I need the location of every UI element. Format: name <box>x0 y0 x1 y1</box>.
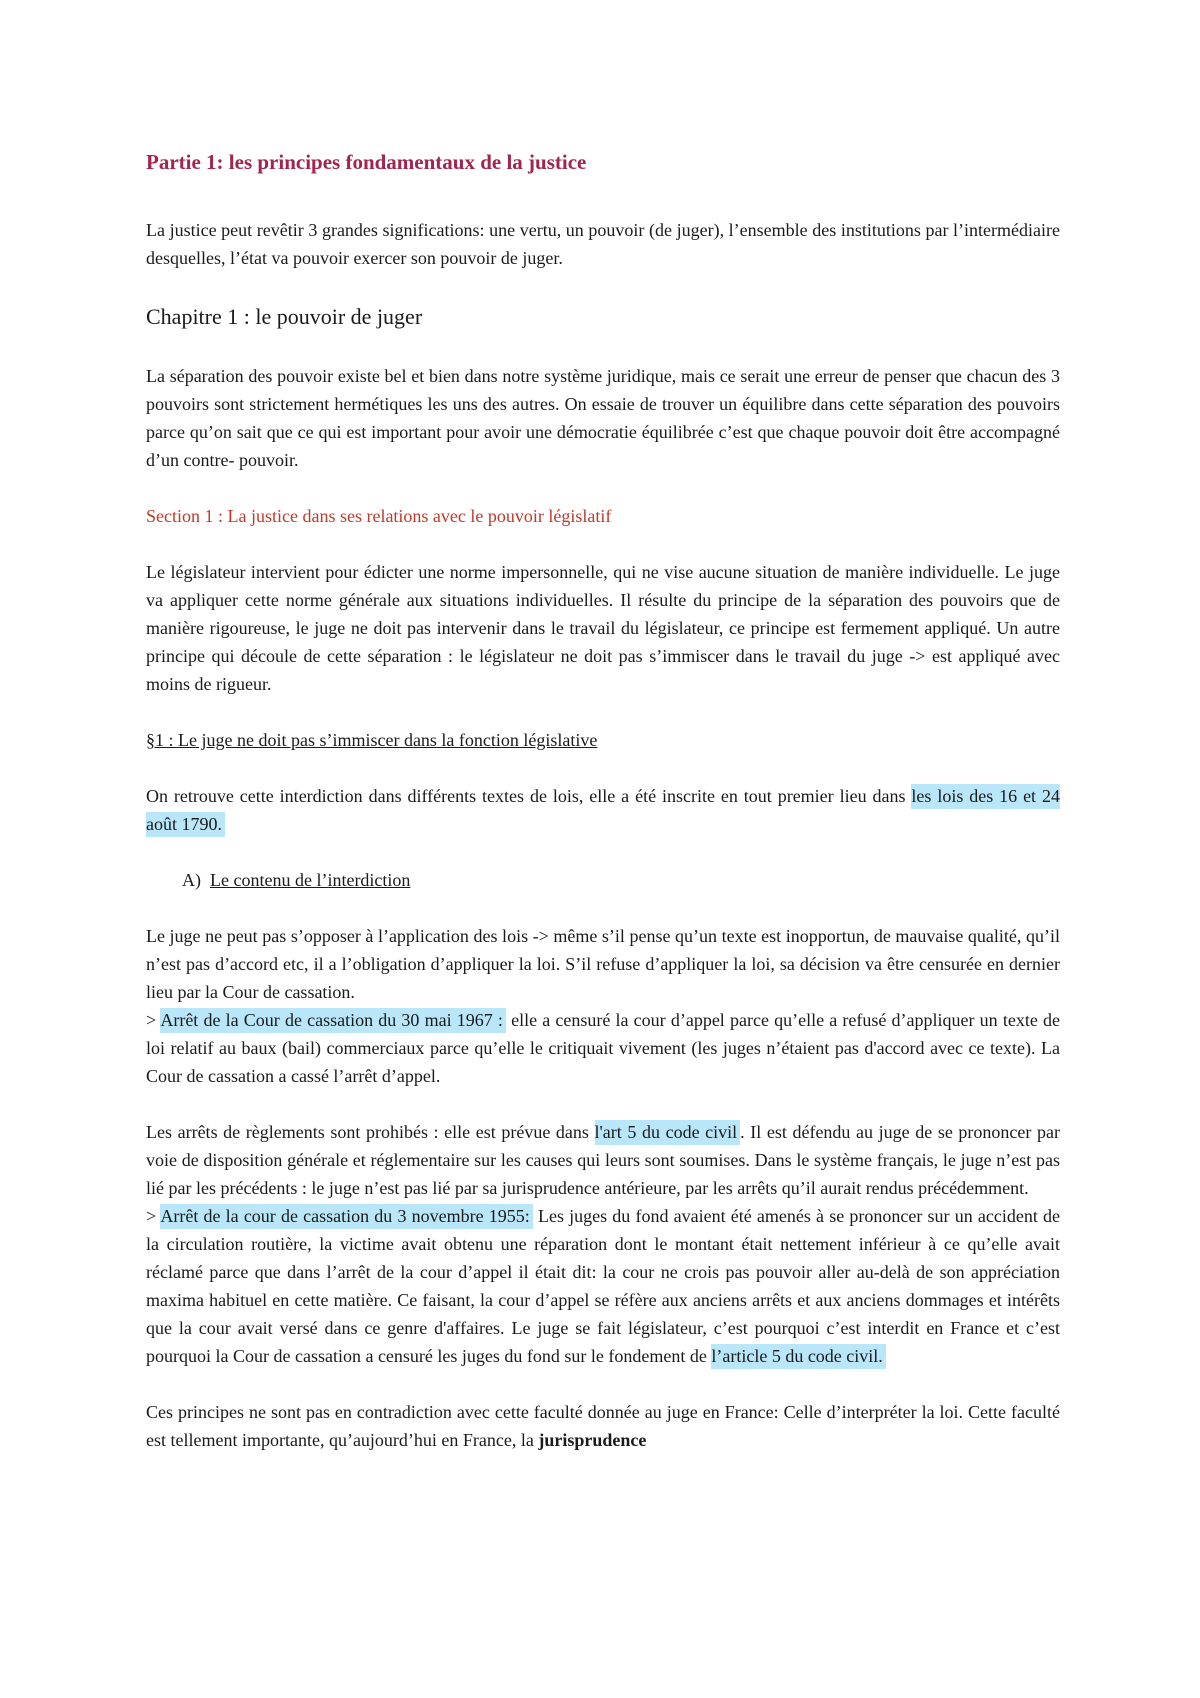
paragraph-interpretation <box>146 1398 1060 1454</box>
section-paragraph: Le législateur intervient pour édicter une norme impersonnelle, qui ne vise aucune situation de manière individuelle. Le juge va appliquer cette norme générale aux situations individuelles. Il résulte du principe de la séparation des pouvoirs que de manière rigoureuse, le juge ne doit pas intervenir dans le travail du législateur, ce principe est fermement appliqué. Un autre principe qui découle de cette séparation : le législateur ne doit pas s’immiscer dans le travail du juge -> est appliqué avec moins de rigueur. <box>146 562 1060 694</box>
paragraph-arrets-reglements <box>146 1118 1060 1370</box>
jurisprudence-bold: jurisprudence <box>538 1430 647 1450</box>
highlight-arret-1967: Arrêt de la Cour de cassation du 30 mai 1967 : <box>160 1008 506 1033</box>
lois-text: On retrouve cette interdiction dans différents textes de lois, elle a été inscrite en tout premier lieu dans <box>146 786 912 806</box>
subsection-a-title <box>146 866 1060 894</box>
paragraph-lois-1790 <box>146 782 1060 838</box>
reglements-text-2: . Il est défendu au juge de se prononcer par voie de disposition générale et réglementaire sur les causes qui leurs sont soumises. Dans le système français, le juge n’est pas lié par les précédents : le juge n’est pas lié par sa jurisprudence antérieure, par les arrêts qu’il aurait rendus précédemment. <box>146 1122 1060 1198</box>
chapter-title: Chapitre 1 : le pouvoir de juger <box>146 304 423 329</box>
intro-paragraph: La justice peut revêtir 3 grandes significations: une vertu, un pouvoir (de juger), l’ensemble des institutions par l’intermédiaire desquelles, l’état va pouvoir exercer son pouvoir de juger. <box>146 220 1060 268</box>
highlight-lois-1790: les lois des 16 et 24 août 1790. <box>146 784 1060 837</box>
subsection-a-letter: A) <box>182 870 201 890</box>
arret-1967-text: elle a censuré la cour d’appel parce qu’elle a refusé d’appliquer un texte de loi relatif au baux (bail) commerciaux parce qu’elle le critiquait vivement (les juges n’étaient pas d'accord avec ce texte). La Cour de cassation a cassé l’arrêt d’appel. <box>146 1010 1060 1086</box>
paragraph-application-lois <box>146 922 1060 1090</box>
highlight-arret-1955: Arrêt de la cour de cassation du 3 novembre 1955: <box>160 1204 532 1229</box>
section-title: Section 1 : La justice dans ses relations avec le pouvoir législatif <box>146 506 612 526</box>
part-title: Partie 1: les principes fondamentaux de la justice <box>146 150 587 174</box>
chapter-paragraph: La séparation des pouvoir existe bel et bien dans notre système juridique, mais ce serait une erreur de penser que chacun des 3 pouvoirs sont strictement hermétiques les uns des autres. On essaie de trouver un équilibre dans cette séparation des pouvoirs parce qu’on sait que ce qui est important pour avoir une démocratie équilibrée c’est que chaque pouvoir doit être accompagné d’un contre- pouvoir. <box>146 366 1060 470</box>
arrow-marker: > <box>146 1010 161 1030</box>
highlight-article-5: l’article 5 du code civil. <box>711 1344 885 1369</box>
paragraph-1-title: §1 : Le juge ne doit pas s’immiscer dans la fonction législative <box>146 730 598 750</box>
subsection-a-label: Le contenu de l’interdiction <box>210 870 411 890</box>
reglements-text-1: Les arrêts de règlements sont prohibés : elle est prévue dans <box>146 1122 595 1142</box>
arrow-marker: > <box>146 1206 161 1226</box>
highlight-art-5: l'art 5 du code civil <box>595 1120 741 1145</box>
interpretation-text: Ces principes ne sont pas en contradiction avec cette faculté donnée au juge en France: Celle d’interpréter la loi. Cette faculté est tellement importante, qu’aujourd’hui en France, la <box>146 1402 1060 1450</box>
arret-1955-text: Les juges du fond avaient été amenés à se prononcer sur un accident de la circulation routière, la victime avait obtenu une réparation dont le montant était nettement inférieur à ce qu’elle avait réclamé parce que dans l’arrêt de la cour d’appel il était dit: la cour ne crois pas pouvoir aller au-delà de son appréciation maxima habituel en cette matière. Ce faisant, la cour d’appel se réfère aux anciens arrêts et aux anciens dommages et intérêts que la cour avait versé dans ce genre d'affaires. Le juge se fait législateur, c’est pourquoi c’est interdit en France et c’est pourquoi la Cour de cassation a censuré les juges du fond sur le fondement de <box>146 1206 1060 1366</box>
application-text: Le juge ne peut pas s’opposer à l’application des lois -> même s’il pense qu’un texte est inopportun, de mauvaise qualité, qu’il n’est pas d’accord etc, il a l’obligation d’appliquer la loi. S’il refuse d’appliquer la loi, sa décision va être censurée en dernier lieu par la Cour de cassation. <box>146 926 1060 1002</box>
